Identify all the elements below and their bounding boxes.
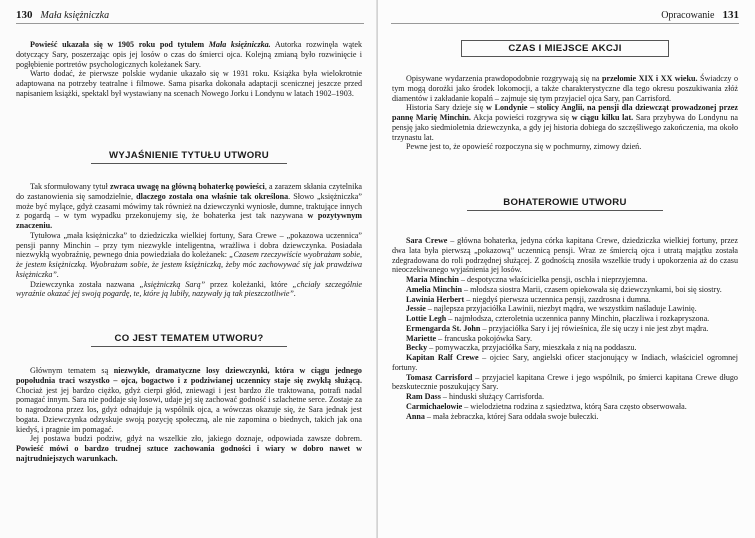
- character-entry: [392, 412, 738, 422]
- text-run: Głównym tematem są: [30, 366, 114, 375]
- character-description: – wielodzietna rodzina z sąsiedztwa, którą Sara często obserwowała.: [462, 401, 687, 411]
- character-description: – najmłodsza, czteroletnia uczennica panny Minchin, płaczliwa i rozkapryszona.: [446, 314, 710, 323]
- paragraph: [16, 280, 362, 300]
- text-run: w Londynie – stolicy Anglii, na pensji dla dziewcząt prowadzonej przez pannę Marię Minchin.: [392, 103, 738, 122]
- time-place-heading-wrap: [392, 40, 738, 57]
- characters-list: [392, 236, 738, 421]
- character-name: Carmichaelowie: [406, 401, 463, 411]
- text-run: . Słowo „księżniczka” może być mylące, gdyż czasami mówimy tak również na dziewczynki wyniosłe, dumne, traktujące innych z pogardą – w tym wypadku przekonujemy się, że bohaterka jest tak nazywana: [16, 191, 362, 221]
- text-run: Jej postawa budzi podziw, gdyż na wszelkie zło, jakiego doznaje, odpowiada zawsze dobrem.: [30, 434, 362, 444]
- right-page-number: 131: [722, 9, 739, 21]
- text-run: Powieść ukazała się w 1905 roku pod tytułem: [30, 40, 209, 49]
- title-explanation-heading: WYJAŚNIENIE TYTUŁU UTWORU: [91, 151, 287, 164]
- paragraph: [16, 182, 362, 231]
- character-entry: [392, 373, 738, 393]
- theme-heading-wrap: [16, 334, 362, 347]
- text-run: Powieść mówi o bardzo trudnej sztuce zachowania godności i wiary w dobro nawet w najtrudniejszych warunkach.: [16, 444, 362, 463]
- paragraph: [16, 366, 362, 434]
- text-run: Warto dodać, że pierwsze polskie wydanie ukazało się w 1931 roku. Książka była wielokrotnie adaptowana na potrzeby teatralne i filmowe. Sama pisarka dokonała adaptacji scenicznej jeszcze przed napisaniem książki, spektakl był wystawiany na scenach Nowego Jorku i Londynu w latach 1902–1903.: [16, 69, 362, 98]
- character-entry: [392, 304, 738, 314]
- paragraph: [392, 142, 738, 152]
- character-name: Maria Minchin: [406, 275, 459, 284]
- character-description: – przyjaciel kapitana Crewe i jego wspólnik, po śmierci kapitana Crewe długo bezskutecznie poszukujący Sary.: [392, 372, 738, 392]
- paragraph: [392, 74, 738, 103]
- character-entry: [392, 314, 738, 324]
- character-entry: [392, 324, 738, 334]
- text-run: Historia Sary dzieje się: [406, 103, 487, 113]
- text-run: „chciały szczególnie wyraźnie okazać jej swoją pogardę, te, które ją lubiły, nazywały ją tak pieszczotliwie”.: [16, 279, 362, 299]
- character-entry: [392, 275, 738, 285]
- time-place-body: [392, 74, 738, 152]
- character-description: – pomywaczka, przyjaciółka Sary, mieszkała z nią na poddaszu.: [427, 343, 637, 353]
- text-run: zwraca uwagę na główną bohaterkę powieści: [109, 182, 265, 191]
- title-explanation-heading-wrap: [16, 151, 362, 164]
- right-running-head: [391, 8, 739, 24]
- text-run: Opisywane wydarzenia prawdopodobnie rozgrywają się na: [406, 74, 602, 83]
- character-name: Jessie: [406, 304, 426, 314]
- text-run: w ciągu kilku lat.: [571, 113, 634, 122]
- character-description: – francuska pokojówka Sary.: [436, 333, 533, 343]
- character-description: – przyjaciółka Sary i jej rówieśnica, źle się uczy i nie jest zbyt mądra.: [480, 323, 709, 333]
- character-entry: [392, 334, 738, 344]
- text-run: Autorka rozwinęła wątek dotyczący Sary, poszerzając opis jej losów o czas do śmierci ojca. Kolejną zmianą było rozwinięcie i pogłębienie portretów psychologicznych koleżanek Sary.: [16, 40, 362, 69]
- text-run: niezwykłe, dramatyczne losy dziewczynki, która w ciągu jednego popołudnia traci wszystko – ojca, bogactwo i z podziwianej uczennicy staje się zwykłą służącą.: [16, 366, 362, 385]
- character-description: – główna bohaterka, jedyna córka kapitana Crewe, dziedziczka wielkiej fortuny, przez dwa lata była pierwszą „pokazową” uczennicą pensji. Wraz ze śmiercią ojca i utratą majątku została zdegradowana do roli podrzędnej służącej. Z godnością znosiła wszelkie trudy i upokorzenia aż do czasu nieoczekiwanego wyjaśnienia jej losów.: [392, 236, 738, 275]
- character-description: – mała żebraczka, której Sara oddała swoje bułeczki.: [424, 411, 599, 421]
- character-name: Ermengarda St. John: [406, 323, 481, 333]
- text-run: , a zarazem skłania czytelnika do zastanowienia się samodzielnie,: [16, 182, 362, 201]
- character-name: Sara Crewe: [406, 236, 448, 245]
- paragraph: [16, 69, 362, 98]
- text-run: przełomie XIX i XX wieku.: [601, 74, 698, 83]
- character-name: Ram Dass: [406, 392, 441, 401]
- text-run: Tytułowa „mała księżniczka” to dziedziczka wielkiej fortuny, Sara Crewe – „pokazowa uczennica” pensji panny Minchin – przy tym niezwykle inteligentna, wrażliwa i dobra dziewczynka. Posiadała niezwykłą wyobraźnię, pewnego dnia powiedziała do koleżanek:: [16, 230, 362, 260]
- character-description: – ojciec Sary, angielski oficer stacjonujący w Indiach, właściciel ogromnej fortuny.: [392, 353, 739, 372]
- character-description: – młodsza siostra Marii, czasem opiekowała się dziewczynkami, boi się siostry.: [461, 284, 722, 294]
- characters-heading-wrap: [392, 198, 738, 211]
- character-entry: [392, 285, 738, 295]
- character-entry: [392, 392, 738, 402]
- character-description: – hinduski służący Carrisforda.: [440, 392, 545, 401]
- character-name: Kapitan Ralf Crewe: [406, 353, 479, 362]
- character-entry: [392, 402, 738, 412]
- text-run: „księżniczką Sarą”: [139, 279, 206, 289]
- character-name: Tomasz Carrisford: [406, 372, 473, 382]
- text-run: Sara przybywa do Londynu na pensję jako siedmioletnia dziewczynka, a gdy jej historia dobiega do szczęśliwego zakończenia, ma około trzynastu lat.: [392, 113, 738, 142]
- paragraph: [392, 103, 738, 142]
- character-entry: [392, 343, 738, 353]
- text-run: w pozytywnym znaczeniu.: [16, 211, 362, 230]
- paragraph: [16, 231, 362, 280]
- character-entry: [392, 236, 738, 275]
- character-name: Amelia Minchin: [406, 284, 462, 294]
- text-run: Chociaż jest jej bardzo ciężko, gdyż cierpi głód, zniewagi i jest bardzo źle traktowana, potrafi nadal pomagać innym. Sara nie poddaje się losowi, udaje jej się zachować godność i szlachetne serce. Zostaje za to nagrodzona przez los, gdyż odnajduje ją wspólnik ojca, a wówczas okazuje się, że Sara jednak jest bogata. Dziewczynka odzyskuje swoją pozycję społeczną, ale nie zapomina o biednych, takich jak ona kiedyś, i pragnie im pomagać.: [16, 385, 362, 434]
- left-page-number: 130: [16, 9, 33, 21]
- intro-block: [16, 40, 362, 99]
- left-page: [0, 0, 377, 538]
- text-run: Mała księżniczka.: [208, 40, 271, 49]
- text-run: Dziewczynka została nazwana: [30, 279, 140, 289]
- paragraph: [16, 40, 362, 69]
- text-run: „Czasem rzeczywiście wyobrażam sobie, że jestem księżniczką. Wyobrażam sobie, że jestem księżniczką, żeby móc zachowywać się jak prawdziwa księżniczka”.: [16, 250, 362, 279]
- text-run: przez koleżanki, które: [205, 279, 293, 289]
- text-run: Pewne jest to, że opowieść rozpoczyna się w pochmurny, zimowy dzień.: [406, 142, 642, 152]
- text-run: Tak sformułowany tytuł: [30, 182, 110, 191]
- character-name: Mariette: [406, 333, 437, 343]
- left-running-head: [16, 8, 364, 24]
- right-running-title: Opracowanie: [661, 10, 715, 21]
- character-name: Lottie Legh: [406, 314, 447, 323]
- left-running-title: Mała księżniczka: [40, 10, 110, 21]
- character-name: Lawinia Herbert: [406, 294, 465, 304]
- right-page: [378, 0, 755, 538]
- theme-heading: CO JEST TEMATEM UTWORU?: [91, 334, 287, 347]
- theme-body: [16, 366, 362, 464]
- characters-heading: BOHATEROWIE UTWORU: [467, 198, 663, 211]
- text-run: Świadczy o tym mogą dorożki jako środek lokomocji, a także charakterystyczne dla tego okresu poszukiwania złóż diamentów i zakładanie kopalń – zajmuje się tym przyjaciel ojca Sary, pan Carrisford.: [392, 74, 738, 103]
- character-entry: [392, 295, 738, 305]
- character-entry: [392, 353, 738, 373]
- character-name: Anna: [406, 411, 425, 421]
- title-explanation-body: [16, 182, 362, 299]
- time-place-heading: CZAS I MIEJSCE AKCJI: [461, 40, 669, 57]
- character-description: – najlepsza przyjaciółka Lawinii, niezbyt mądra, we wszystkim naśladuje Lawinię.: [425, 304, 697, 314]
- character-name: Becky: [406, 343, 428, 353]
- character-description: – niegdyś pierwsza uczennica pensji, zazdrosna i dumna.: [464, 294, 651, 304]
- character-description: – despotyczna właścicielka pensji, oschła i nieprzyjemna.: [458, 275, 648, 284]
- text-run: dlaczego została ona właśnie tak określona: [136, 191, 289, 201]
- paragraph: [16, 434, 362, 463]
- text-run: Akcja powieści rozgrywa się: [470, 113, 572, 122]
